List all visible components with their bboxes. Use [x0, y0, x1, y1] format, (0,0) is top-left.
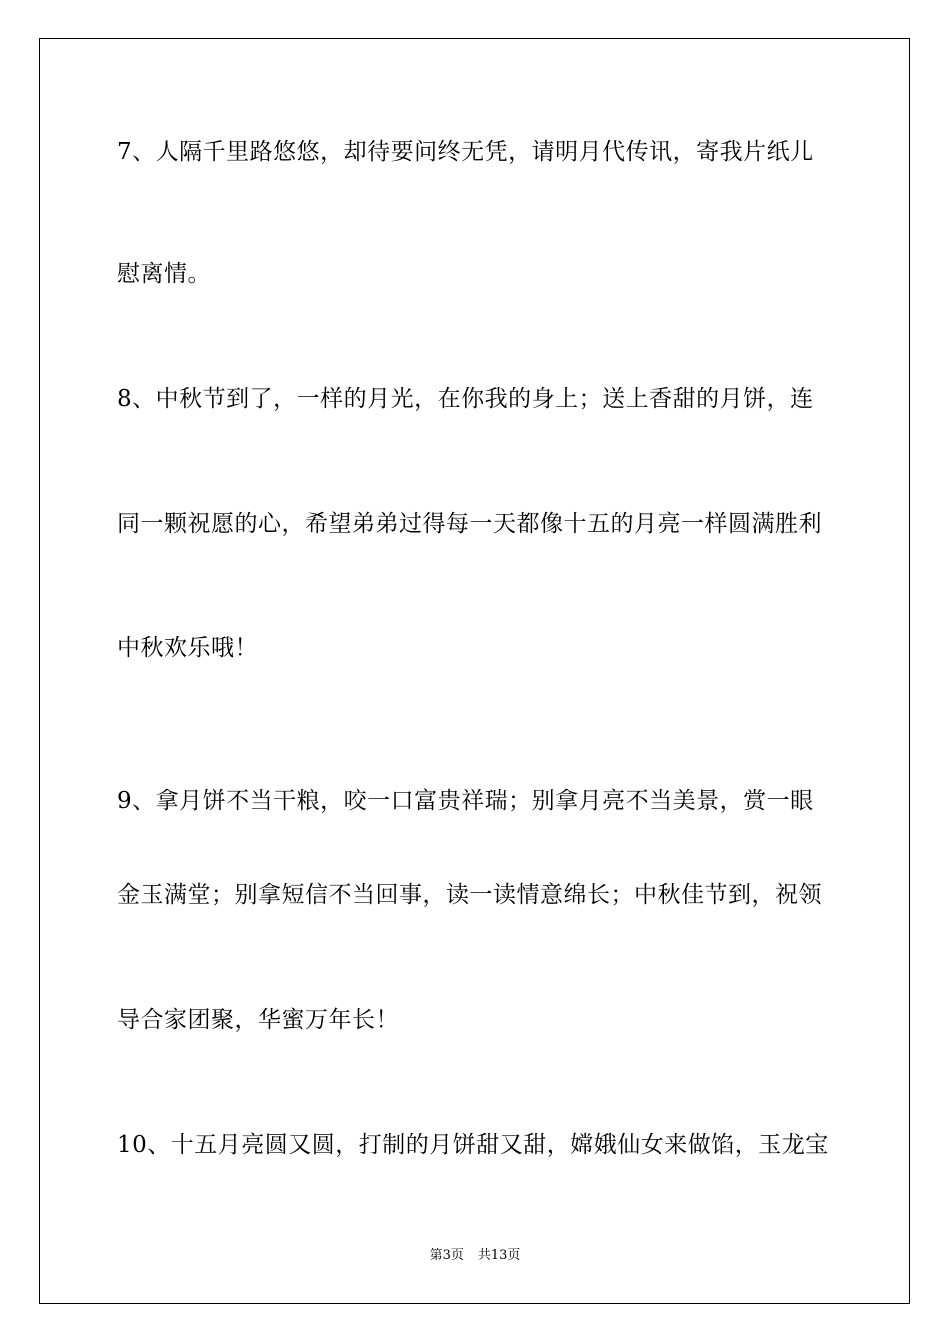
page-border [39, 38, 910, 1304]
page-total: 共13页 [477, 1248, 521, 1263]
text-line: 金玉满堂；别拿短信不当回事，读一读情意绵长；中秋佳节到，祝领 [117, 882, 822, 908]
text-line: 10、十五月亮圆又圆，打制的月饼甜又甜，嫦娥仙女来做馅，玉龙宝 [117, 1132, 829, 1158]
page-number: 第3页 [429, 1248, 464, 1263]
page-footer [0, 1247, 950, 1265]
text-line: 慰离情。 [117, 261, 211, 287]
text-line: 导合家团聚，华蜜万年长！ [117, 1007, 399, 1033]
text-line: 8、中秋节到了，一样的月光，在你我的身上；送上香甜的月饼，连 [117, 386, 814, 412]
text-line: 中秋欢乐哦！ [117, 635, 258, 661]
text-line: 同一颗祝愿的心，希望弟弟过得每一天都像十五的月亮一样圆满胜利 [117, 511, 822, 537]
text-line: 7、人隔千里路悠悠，却待要问终无凭，请明月代传讯，寄我片纸儿 [117, 139, 814, 165]
text-line: 9、拿月饼不当干粮，咬一口富贵祥瑞；别拿月亮不当美景，赏一眼 [117, 788, 814, 814]
